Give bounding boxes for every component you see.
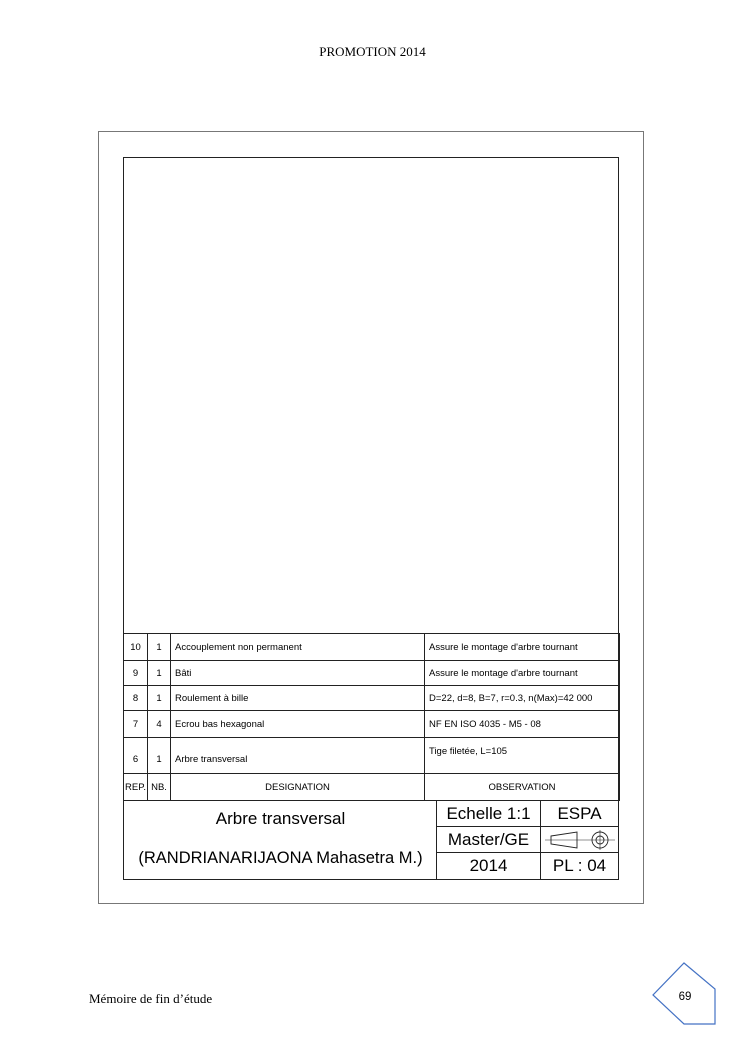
plate-cell: PL : 04	[552, 856, 607, 875]
nb-cell: 1	[148, 686, 171, 711]
observation-cell: Assure le montage d'arbre tournant	[425, 634, 620, 661]
designation-cell: Accouplement non permanent	[171, 634, 425, 661]
program-cell: Master/GE	[437, 827, 541, 853]
rep-cell: 7	[124, 711, 148, 738]
observation-cell: Tige filetée, L=105	[425, 738, 620, 774]
scale-cell: Echelle 1:1	[437, 801, 541, 827]
school-cell: ESPA	[541, 801, 618, 827]
projection-cell	[541, 827, 618, 853]
designation-cell: Arbre transversal	[171, 738, 425, 774]
nb-cell: 1	[148, 738, 171, 774]
designation-cell: Roulement à bille	[171, 686, 425, 711]
nb-cell: 1	[148, 661, 171, 686]
page-number: 69	[678, 991, 692, 1003]
observation-header: OBSERVATION	[425, 774, 620, 801]
parts-list-table	[123, 633, 620, 801]
designation-header: DESIGNATION	[171, 774, 425, 801]
page-header: PROMOTION 2014	[319, 44, 426, 59]
observation-cell: NF EN ISO 4035 - M5 - 08	[425, 711, 620, 738]
designation-cell: Ecrou bas hexagonal	[171, 711, 425, 738]
year-cell: 2014	[437, 853, 541, 879]
observation-cell: D=22, d=8, B=7, r=0.3, n(Max)=42 000	[425, 686, 620, 711]
rep-cell: 6	[124, 738, 148, 774]
nb-cell: 1	[148, 634, 171, 661]
observation-cell: Assure le montage d'arbre tournant	[425, 661, 620, 686]
parts-row	[124, 661, 620, 686]
nb-header: NB.	[148, 774, 171, 801]
parts-row	[124, 686, 620, 711]
footer-text: Mémoire de fin d’étude	[89, 991, 213, 1006]
author-name: (RANDRIANARIJAONA Mahasetra M.)	[138, 849, 423, 867]
title-block	[123, 800, 619, 880]
parts-row	[124, 634, 620, 661]
rep-header: REP.	[124, 774, 148, 801]
parts-header-row	[124, 774, 620, 801]
parts-row	[124, 711, 620, 738]
title-block-left	[124, 801, 437, 879]
rep-cell: 9	[124, 661, 148, 686]
parts-row	[124, 738, 620, 774]
rep-cell: 10	[124, 634, 148, 661]
rep-cell: 8	[124, 686, 148, 711]
projection-symbol-icon	[543, 829, 617, 851]
designation-cell: Bâti	[171, 661, 425, 686]
drawing-title: Arbre transversal	[215, 809, 346, 828]
nb-cell: 4	[148, 711, 171, 738]
